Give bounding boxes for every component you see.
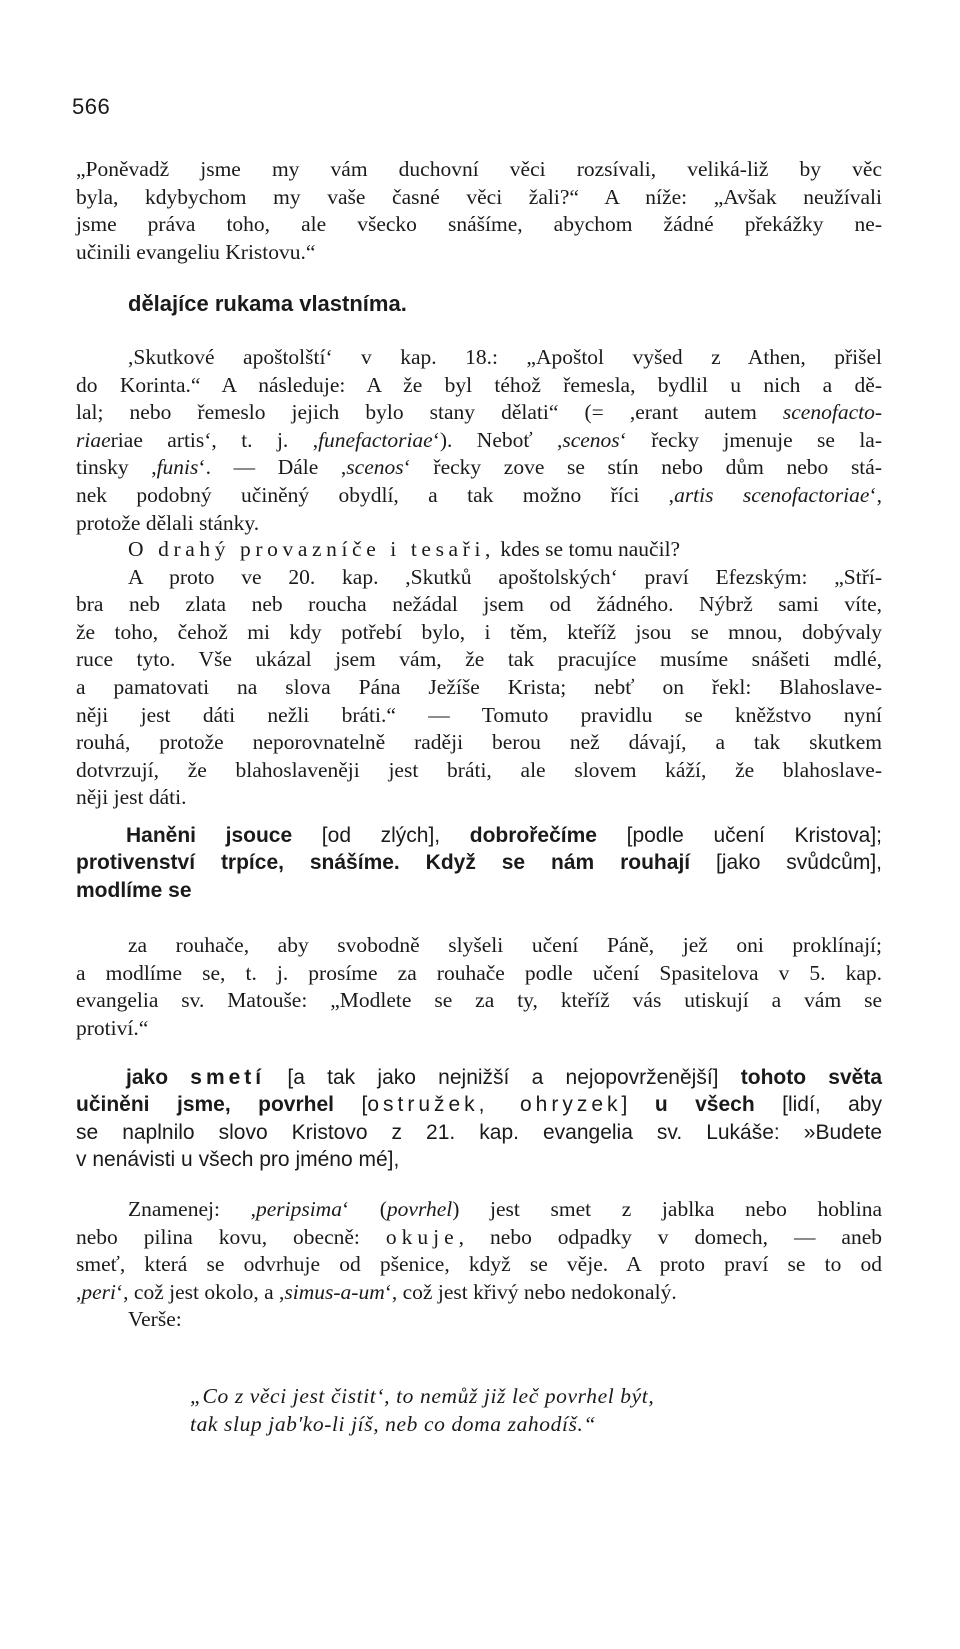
latin-term: scenos	[346, 455, 404, 480]
text-line: protiví.“	[76, 1015, 149, 1040]
greek-term: peri	[81, 1279, 117, 1304]
text-line: byla, kdybychom my vaše časné věci žali?“ A níže: „Avšak neužívali	[76, 184, 882, 209]
text-line	[76, 536, 882, 564]
lemma-text: protivenství trpíce, snášíme. Když se nám rouhají	[76, 851, 691, 875]
text-line	[76, 482, 882, 510]
latin-term: scenofacto-	[782, 400, 882, 425]
text-line: ruce tyto. Vše ukázal jsem vám, že tak pracujíce musíme snášeti mdlé,	[76, 647, 882, 672]
lemma-text: tohoto světa	[740, 1066, 883, 1089]
lemma-text: dobrořečíme	[469, 824, 597, 847]
text-line: a modlíme se, t. j. prosíme za rouhače podle učení Spasitelova v 5. kap.	[76, 960, 882, 985]
paragraph-3	[76, 536, 882, 812]
text-line: bra neb zlata neb roucha nežádal jsem od žádného. Nýbrž sami víte,	[76, 592, 882, 617]
lemma-block-2	[76, 1064, 882, 1174]
text-line: za rouhače, aby svobodně slyšeli učení Páně, jež oni proklínají;	[128, 933, 882, 957]
lemma-line: v nenávisti u všech pro jméno mé],	[76, 1148, 400, 1172]
text-line: učinili evangeliu Kristovu.“	[76, 239, 316, 264]
text-fragment: ‘ řecky zove se stín nebo dům nebo stá-	[403, 455, 882, 480]
text-fragment: riae	[76, 427, 111, 452]
text-fragment: lal; nebo řemeslo jejich bylo stany dělati“ (= ,erant autem	[76, 400, 783, 425]
gloss-text: [	[334, 1093, 368, 1117]
latin-term: scenos	[562, 427, 620, 452]
paragraph-4	[76, 932, 882, 1042]
paragraph-5	[76, 1196, 882, 1334]
text-line: Verše:	[128, 1307, 182, 1332]
text-line: protože dělali stánky.	[76, 510, 260, 535]
text-line	[76, 399, 882, 427]
lemma-line	[76, 1064, 882, 1091]
text-line	[76, 1224, 882, 1252]
text-fragment: ‘, což jest okolo, a ,	[116, 1279, 285, 1304]
verse-line: tak slup jab'ko-li jíš, neb co doma zahodíš.“	[190, 1412, 597, 1436]
latin-term: simus-a-um	[284, 1279, 385, 1304]
lemma-line	[76, 849, 882, 876]
text-line: že toho, čehož mi kdy potřebí bylo, i těm, kteříž jsou se mnou, dobývaly	[76, 619, 882, 644]
text-fragment: ,	[76, 1279, 82, 1304]
gloss-text: [a tak jako nejnižší a nejopovrženější]	[265, 1066, 741, 1089]
text-fragment: riae artis‘, t. j. ,	[110, 427, 319, 452]
text-line	[76, 454, 882, 482]
text-line: A proto ve 20. kap. ,Skutků apoštolských‘ praví Efezským: „Stří-	[128, 564, 882, 589]
lemma-line: se naplnilo slovo Kristovo z 21. kap. evangelia sv. Lukáše: »Budete	[76, 1120, 882, 1144]
paragraph-2	[76, 344, 882, 537]
verse-line: „Co z věci jest čistit‘, to nemůž již leč povrhel být,	[190, 1384, 655, 1408]
text-line: jsme práva toho, ale všecko snášíme, abychom žádné překážky ne-	[76, 212, 882, 237]
latin-term: artis scenofactoriae	[674, 482, 870, 507]
text-line: něji jest dáti.	[76, 785, 187, 810]
gloss-text: ostružek, ohryzek	[367, 1093, 622, 1117]
text-fragment: ‘. — Dále ,	[198, 455, 347, 480]
lemma-text: modlíme se	[76, 878, 192, 902]
gloss-text: [podle učení Kristova];	[596, 824, 882, 847]
paragraph-1	[76, 156, 882, 266]
text-fragment: ‘). Neboť ,	[432, 427, 563, 452]
lemma-text: smetí	[190, 1066, 266, 1089]
page-number: 566	[72, 94, 111, 119]
gloss-text: ]	[621, 1093, 655, 1117]
text-line: „Poněvadž jsme my vám duchovní věci rozsívali, veliká-liž by věc	[76, 157, 882, 181]
lemma-block-1	[76, 822, 882, 904]
text-line	[76, 1196, 882, 1224]
greek-term: peripsima	[255, 1197, 342, 1221]
lemma-text: učiněni jsme, povrhel	[76, 1093, 334, 1117]
lemma-text: u všech	[654, 1093, 755, 1117]
spaced-exclamation: O drahý provazníče i tesaři,	[128, 537, 495, 561]
text-fragment: ) jest smet z jablka nebo hoblina	[452, 1197, 883, 1221]
gloss-text: [lidí, aby	[754, 1093, 882, 1117]
text-line: smeť, která se odvrhuje od pšenice, když se věje. A proto praví se to od	[76, 1252, 882, 1277]
text-line	[76, 427, 882, 455]
text-line: a pamatovati na slova Pána Ježíše Krista; nebť on řekl: Blahoslave-	[76, 674, 882, 699]
latin-term: funefactoriae	[318, 427, 433, 452]
gloss-text: [od zlých],	[292, 824, 470, 847]
latin-term: funis	[156, 455, 199, 480]
lemma-line	[76, 877, 882, 904]
text-fragment: kdes se tomu naučil?	[495, 537, 681, 561]
text-line: do Korinta.“ A následuje: A že byl téhož řemesla, bydlil u nich a dě-	[76, 372, 882, 397]
text-line	[76, 1279, 882, 1307]
text-fragment: ‘,	[869, 482, 882, 507]
spaced-term: okuje	[385, 1224, 459, 1249]
gloss-text: [jako svůdcům],	[690, 851, 883, 875]
text-line: rouhá, protože neporovnatelně raději berou než dávají, a tak skutkem	[76, 730, 882, 755]
lemma-heading-1: dělajíce rukama vlastníma.	[128, 291, 407, 316]
lemma-line	[76, 1091, 882, 1118]
text-fragment: nek podobný učiněný obydlí, a tak možno říci ,	[76, 482, 675, 507]
czech-term: povrhel	[386, 1197, 453, 1221]
text-fragment: ‘ (	[341, 1197, 387, 1221]
text-fragment: Znamenej: ,	[128, 1197, 256, 1221]
lemma-line	[76, 822, 882, 849]
text-fragment: ‘, což jest křivý nebo nedokonalý.	[384, 1279, 677, 1304]
lemma-text: Haněni jsouce	[126, 824, 293, 847]
text-fragment: tinsky ,	[76, 455, 157, 480]
text-line: něji jest dáti nežli bráti.“ — Tomuto pravidlu se kněžstvo nyní	[76, 702, 882, 727]
text-line: dotvrzují, že blahoslaveněji jest bráti, ale slovem káží, že blahoslave-	[76, 757, 882, 782]
text-fragment: ‘ řecky jmenuje se la-	[619, 427, 883, 452]
text-fragment: , nebo odpadky v domech, — aneb	[458, 1224, 883, 1249]
text-line: ,Skutkové apoštolští‘ v kap. 18.: „Apoštol vyšed z Athen, přišel	[128, 345, 882, 369]
text-fragment: nebo pilina kovu, obecně:	[76, 1224, 386, 1249]
lemma-text: jako	[126, 1066, 169, 1089]
text-line: evangelia sv. Matouše: „Modlete se za ty, kteříž vás utiskují a vám se	[76, 988, 882, 1013]
verse-block	[190, 1382, 830, 1438]
